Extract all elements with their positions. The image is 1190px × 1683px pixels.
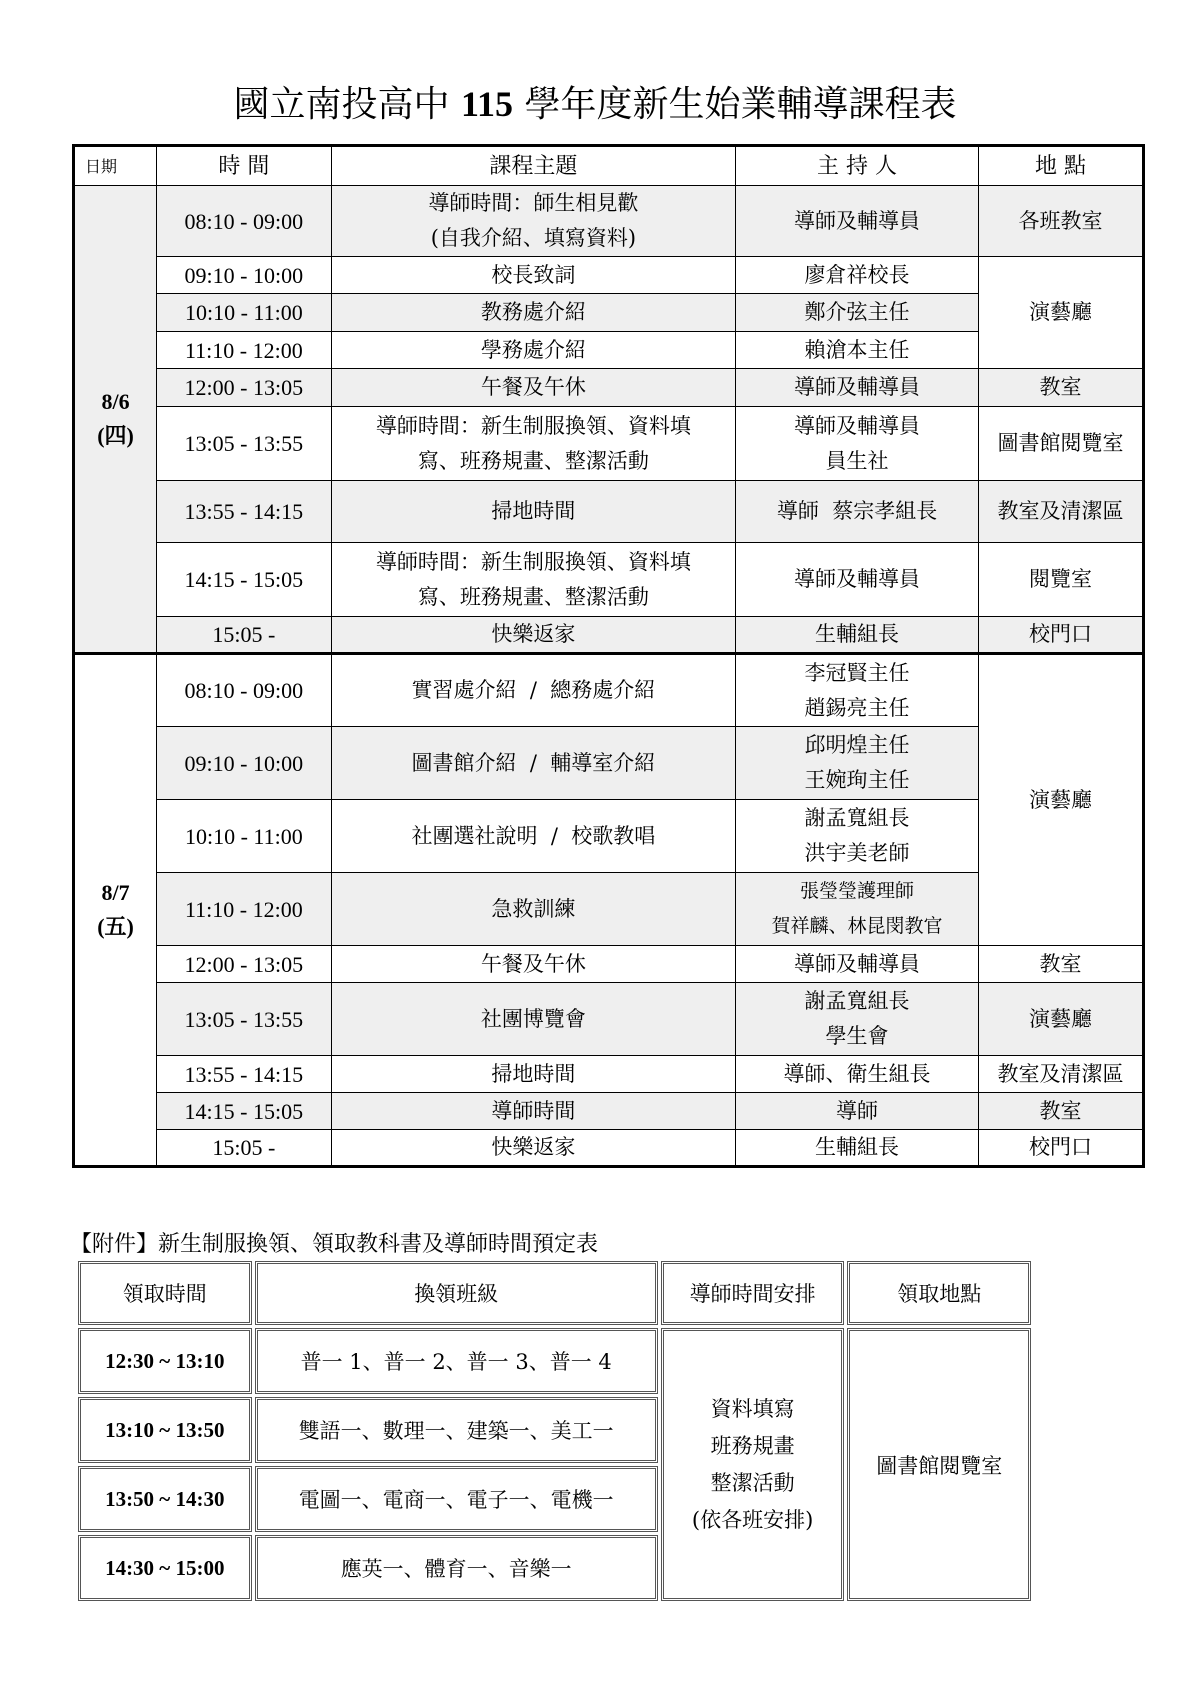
pickup-time-cell: 13:10 ~ 13:50 [78, 1397, 252, 1463]
day2-date-cell [74, 654, 157, 1167]
header-date: 日期 [74, 146, 157, 186]
topic-cell: 急救訓練 [331, 873, 736, 946]
pickup-time-cell: 13:50 ~ 14:30 [78, 1466, 252, 1532]
topic-cell: 校長致詞 [331, 257, 736, 294]
topic-cell: 學務處介紹 [331, 332, 736, 369]
place-cell: 教室 [978, 1093, 1143, 1130]
pickup-time-cell: 12:30 ~ 13:10 [78, 1328, 252, 1394]
place-cell: 校門口 [978, 1130, 1143, 1167]
topic-cell: 掃地時間 [331, 481, 736, 543]
pickup-place-cell: 圖書館閱覽室 [847, 1328, 1031, 1601]
host-cell: 導師及輔導員 [736, 369, 979, 407]
time-cell: 11:10 - 12:00 [157, 873, 332, 946]
time-cell: 10:10 - 11:00 [157, 800, 332, 873]
host-cell: 鄭介弦主任 [736, 294, 979, 332]
host-cell: 生輔組長 [736, 1130, 979, 1167]
classes-cell: 電圖一、電商一、電子一、電機一 [255, 1466, 658, 1532]
classes-cell: 應英一、體育一、音樂一 [255, 1535, 658, 1601]
time-cell: 09:10 - 10:00 [157, 257, 332, 294]
annex-title: 【附件】新生制服換領、領取教科書及導師時間預定表 [70, 1232, 599, 1257]
topic-cell: 導師時間：新生制服換領、資料填 寫、班務規畫、整潔活動 [331, 543, 736, 617]
host-cell: 李冠賢主任 趙錫亮主任 [736, 654, 979, 727]
annex-header-time: 領取時間 [78, 1261, 252, 1325]
classes-cell: 雙語一、數理一、建築一、美工一 [255, 1397, 658, 1463]
place-cell: 教室 [978, 369, 1143, 407]
table-row [74, 617, 1144, 654]
host-cell: 導師 [736, 1093, 979, 1130]
header-time: 時 間 [157, 146, 332, 186]
table-row [74, 946, 1144, 983]
pickup-time-cell: 14:30 ~ 15:00 [78, 1535, 252, 1601]
table-row [74, 654, 1144, 727]
place-cell: 演藝廳 [978, 654, 1143, 946]
time-cell: 15:05 - [157, 1130, 332, 1167]
table-row [74, 983, 1144, 1056]
topic-cell: 社團選社說明 / 校歌教唱 [331, 800, 736, 873]
day2-date: 8/7 [101, 880, 130, 905]
time-cell: 14:15 - 15:05 [157, 1093, 332, 1130]
topic-cell: 圖書館介紹 / 輔導室介紹 [331, 727, 736, 800]
annex-header-place: 領取地點 [847, 1261, 1031, 1325]
time-cell: 15:05 - [157, 617, 332, 654]
time-cell: 13:05 - 13:55 [157, 983, 332, 1056]
table-row [74, 186, 1144, 257]
day1-date-cell [74, 186, 157, 654]
host-cell: 導師及輔導員 [736, 186, 979, 257]
host-cell: 導師 蔡宗孝組長 [736, 481, 979, 543]
time-cell: 10:10 - 11:00 [157, 294, 332, 332]
table-row [74, 1093, 1144, 1130]
host-cell: 導師及輔導員 [736, 543, 979, 617]
time-cell: 11:10 - 12:00 [157, 332, 332, 369]
topic-cell: 導師時間：新生制服換領、資料填 寫、班務規畫、整潔活動 [331, 407, 736, 481]
place-cell: 教室及清潔區 [978, 481, 1143, 543]
day1-date: 8/6 [101, 389, 130, 414]
table-row [74, 257, 1144, 294]
place-cell: 教室及清潔區 [978, 1056, 1143, 1093]
time-cell: 12:00 - 13:05 [157, 369, 332, 407]
table-row [74, 1130, 1144, 1167]
place-cell: 各班教室 [978, 186, 1143, 257]
table-row [74, 407, 1144, 481]
table-row [74, 369, 1144, 407]
place-cell: 演藝廳 [978, 983, 1143, 1056]
topic-cell: 教務處介紹 [331, 294, 736, 332]
place-cell: 圖書館閱覽室 [978, 407, 1143, 481]
header-place: 地 點 [978, 146, 1143, 186]
time-cell: 08:10 - 09:00 [157, 186, 332, 257]
place-cell: 演藝廳 [978, 257, 1143, 369]
time-cell: 13:05 - 13:55 [157, 407, 332, 481]
time-cell: 13:55 - 14:15 [157, 481, 332, 543]
annex-table [75, 1258, 1034, 1604]
time-cell: 13:55 - 14:15 [157, 1056, 332, 1093]
host-cell: 謝孟寬組長 洪宇美老師 [736, 800, 979, 873]
topic-cell: 導師時間 [331, 1093, 736, 1130]
classes-cell: 普一 1、普一 2、普一 3、普一 4 [255, 1328, 658, 1394]
topic-cell: 午餐及午休 [331, 946, 736, 983]
host-cell: 廖倉祥校長 [736, 257, 979, 294]
table-row [74, 481, 1144, 543]
time-cell: 09:10 - 10:00 [157, 727, 332, 800]
host-cell: 導師及輔導員 員生社 [736, 407, 979, 481]
host-cell: 賴滄本主任 [736, 332, 979, 369]
schedule-table [72, 144, 1145, 1168]
header-host: 主 持 人 [736, 146, 979, 186]
topic-cell: 社團博覽會 [331, 983, 736, 1056]
day1-weekday: (四) [97, 423, 134, 448]
table-row [74, 1056, 1144, 1093]
topic-cell: 掃地時間 [331, 1056, 736, 1093]
topic-cell: 午餐及午休 [331, 369, 736, 407]
table-row [78, 1328, 1031, 1394]
topic-cell: 導師時間：師生相見歡 (自我介紹、填寫資料) [331, 186, 736, 257]
place-cell: 閱覽室 [978, 543, 1143, 617]
host-cell: 生輔組長 [736, 617, 979, 654]
time-cell: 14:15 - 15:05 [157, 543, 332, 617]
table-row [74, 543, 1144, 617]
host-cell: 導師、衛生組長 [736, 1056, 979, 1093]
annex-header-arrangement: 導師時間安排 [661, 1261, 845, 1325]
topic-cell: 實習處介紹 / 總務處介紹 [331, 654, 736, 727]
place-cell: 校門口 [978, 617, 1143, 654]
time-cell: 12:00 - 13:05 [157, 946, 332, 983]
arrangement-cell: 資料填寫 班務規畫 整潔活動 (依各班安排) [661, 1328, 845, 1601]
page-title: 國立南投高中 115 學年度新生始業輔導課程表 [233, 84, 957, 125]
topic-cell: 快樂返家 [331, 1130, 736, 1167]
annex-header-row [78, 1261, 1031, 1325]
place-cell: 教室 [978, 946, 1143, 983]
day2-weekday: (五) [97, 914, 134, 939]
host-cell: 導師及輔導員 [736, 946, 979, 983]
header-topic: 課程主題 [331, 146, 736, 186]
time-cell: 08:10 - 09:00 [157, 654, 332, 727]
annex-header-classes: 換領班級 [255, 1261, 658, 1325]
host-cell: 邱明煌主任 王婉珣主任 [736, 727, 979, 800]
schedule-header-row [74, 146, 1144, 186]
topic-cell: 快樂返家 [331, 617, 736, 654]
host-cell: 張瑩瑩護理師 賀祥麟、林昆閔教官 [736, 873, 979, 946]
host-cell: 謝孟寬組長 學生會 [736, 983, 979, 1056]
